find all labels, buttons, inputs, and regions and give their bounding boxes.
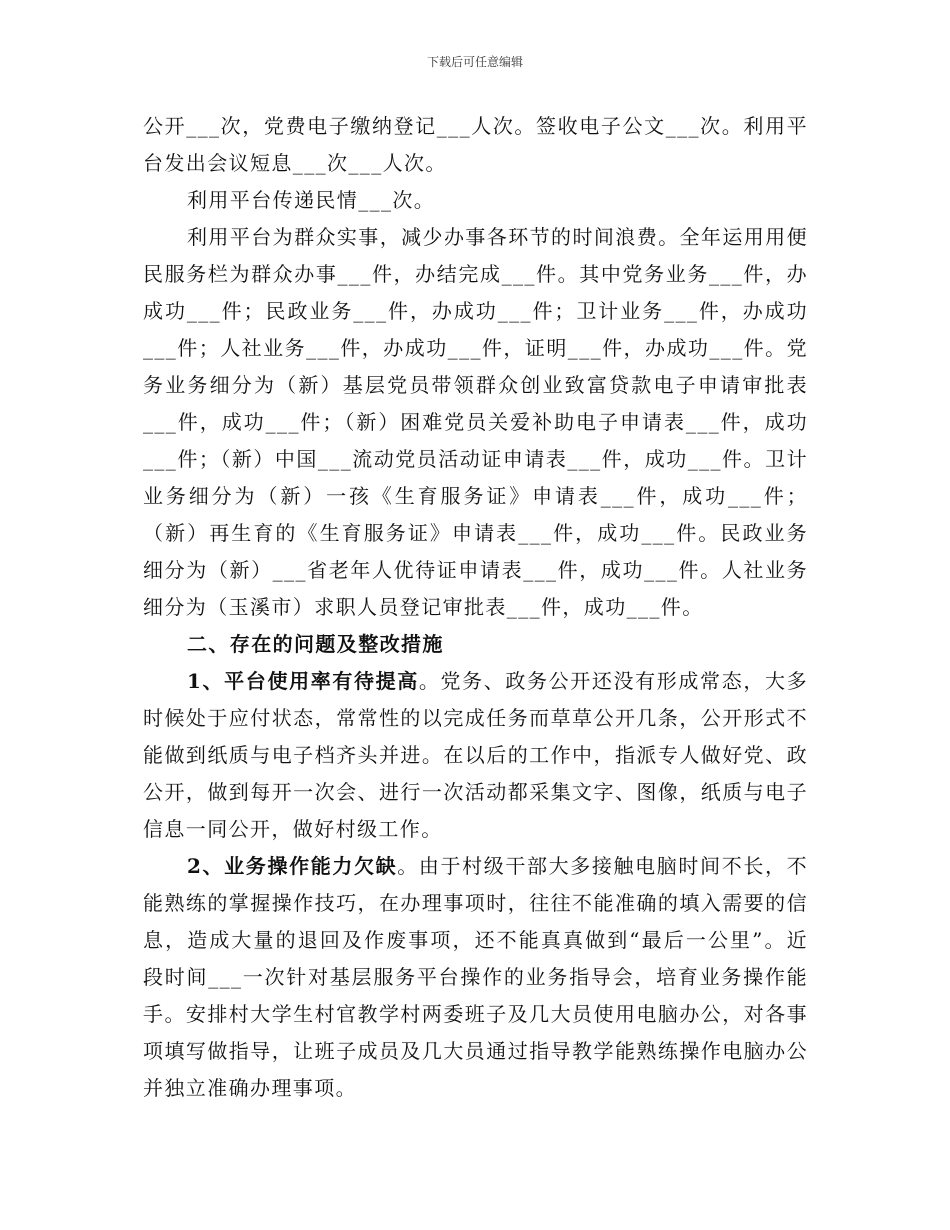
document-body — [143, 108, 808, 1107]
paragraph-issue-2 — [143, 848, 808, 1107]
paragraph-meeting-stats: 公开___次，党费电子缴纳登记___人次。签收电子公文___次。利用平台发出会议短息___次___人次。 — [143, 114, 808, 175]
paragraph-public-sentiment: 利用平台传递民情___次。 — [187, 188, 436, 212]
section-heading: 二、存在的问题及整改措施 — [187, 632, 444, 656]
issue-1-text: 。党务、政务公开还没有形成常态，大多时候处于应付状态，常常性的以完成任务而草草公开几条，公开形式不能做到纸质与电子档齐头并进。在以后的工作中，指派专人做好党、政公开，做到每开一次会、进行一次活动都采集文字、图像，纸质与电子信息一同公开，做好村级工作。 — [143, 669, 808, 841]
paragraph-issue-1 — [143, 663, 808, 848]
page-header: 下载后可任意编辑 — [426, 55, 523, 69]
issue-2-text: 。由于村级干部大多接触电脑时间不长，不能熟练的掌握操作技巧，在办理事项时，往往不能准确的填入需要的信息，造成大量的退回及作废事项，还不能真真做到“最后一公里”。近段时间___一次针对基层服务平台操作的业务指导会，培育业务操作能手。安排村大学生村官教学村两委班子及几大员使用电脑办公，对各事项填写做指导，让班子成员及几大员通过指导教学能熟练操作电脑办公并独立准确办理事项。 — [143, 854, 808, 1100]
issue-1-title: 1、平台使用率有待提高 — [187, 669, 419, 693]
issue-2-title: 2、业务操作能力欠缺 — [187, 854, 398, 878]
paragraph-service-stats: 利用平台为群众实事，减少办事各环节的时间浪费。全年运用用便民服务栏为群众办事___件，办结完成___件。其中党务业务___件，办成功___件；民政业务___件，办成功___件；卫计业务___件，办成功___件；人社业务___件，办成功___件，证明___件，办成功___件。党务业务细分为（新）基层党员带领群众创业致富贷款电子申请审批表___件，成功___件；（新）困难党员关爱补助电子申请表___件，成功___件；（新）中国___流动党员活动证申请表___件，成功___件。卫计业务细分为（新）一孩《生育服务证》申请表___件，成功___件；（新）再生育的《生育服务证》申请表___件，成功___件。民政业务细分为（新）___省老年人优待证申请表___件，成功___件。人社业务细分为（玉溪市）求职人员登记审批表___件，成功___件。 — [143, 225, 808, 619]
